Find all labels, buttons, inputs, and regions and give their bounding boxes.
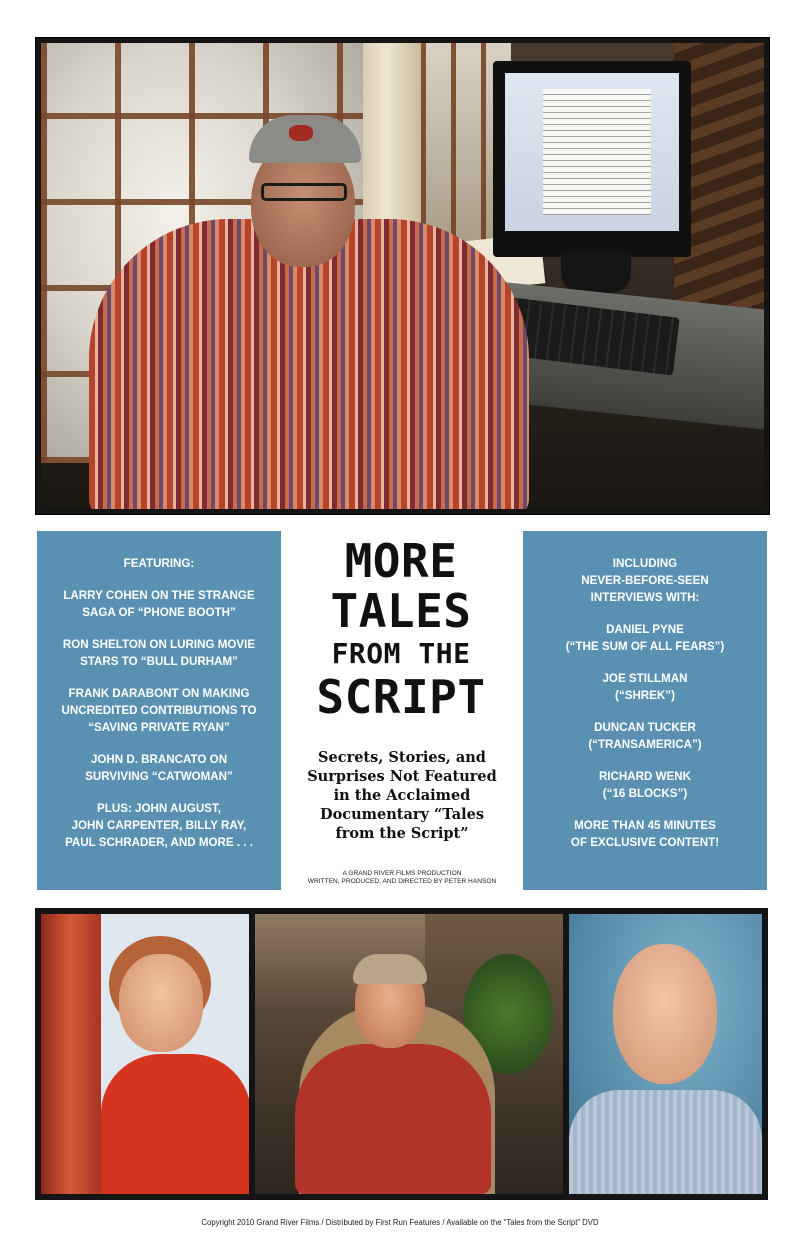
poster-title bbox=[288, 536, 514, 722]
bald-man-portrait-photo bbox=[569, 914, 762, 1194]
face bbox=[119, 954, 203, 1052]
title-line: TALES bbox=[330, 584, 472, 638]
script-document bbox=[543, 89, 651, 215]
man-in-chair-photo bbox=[255, 914, 563, 1194]
title-line: FROM THE bbox=[331, 637, 471, 670]
top-photo-frame bbox=[36, 38, 769, 514]
featuring-panel bbox=[37, 531, 281, 890]
poster-subtitle: Secrets, Stories, and Surprises Not Featured in the Acclaimed Documentary “Tales from the Script” bbox=[307, 749, 497, 842]
red-sweater bbox=[295, 1044, 491, 1194]
monitor-stand bbox=[561, 253, 631, 293]
hair bbox=[353, 954, 427, 984]
red-sweater bbox=[101, 1054, 249, 1194]
monitor-screen bbox=[505, 73, 679, 231]
interviews-heading: INCLUDING NEVER-BEFORE-SEEN INTERVIEWS WITH: bbox=[581, 557, 709, 604]
red-pillar bbox=[41, 914, 101, 1194]
feature-item: RON SHELTON ON LURING MOVIE STARS TO “BULL DURHAM” bbox=[62, 638, 256, 668]
feature-item: LARRY COHEN ON THE STRANGE SAGA OF “PHONE BOOTH” bbox=[63, 589, 255, 619]
writer-person bbox=[89, 129, 529, 509]
interview-item: DUNCAN TUCKER (“TRANSAMERICA”) bbox=[588, 721, 702, 751]
feature-item: JOHN D. BRANCATO ON SURVIVING “CATWOMAN” bbox=[85, 753, 233, 783]
bottom-photo-strip bbox=[35, 908, 768, 1200]
production-credits: A GRAND RIVER FILMS PRODUCTION WRITTEN, PRODUCED, AND DIRECTED BY PETER HANSON bbox=[307, 870, 497, 885]
feature-item: PLUS: JOHN AUGUST, JOHN CARPENTER, BILLY RAY, PAUL SCHRADER, AND MORE . . . bbox=[65, 802, 253, 849]
woman-portrait-photo bbox=[41, 914, 249, 1194]
interview-item: RICHARD WENK (“16 BLOCKS”) bbox=[598, 770, 692, 800]
face bbox=[613, 944, 717, 1084]
glasses bbox=[261, 183, 347, 201]
feature-item: FRANK DARABONT ON MAKING UNCREDITED CONTRIBUTIONS TO “SAVING PRIVATE RYAN” bbox=[61, 687, 257, 734]
interview-item: JOE STILLMAN (“SHREK”) bbox=[602, 672, 688, 702]
title-line: SCRIPT bbox=[316, 670, 486, 724]
title-line: MORE bbox=[344, 534, 458, 588]
featuring-heading: FEATURING: bbox=[123, 557, 195, 570]
striped-shirt bbox=[569, 1090, 762, 1194]
interview-item: DANIEL PYNE (“THE SUM OF ALL FEARS”) bbox=[565, 623, 725, 653]
copyright-footer: Copyright 2010 Grand River Films / Distributed by First Run Features / Available on the “Tales from the Script” DVD bbox=[201, 1218, 599, 1227]
interview-item: MORE THAN 45 MINUTES OF EXCLUSIVE CONTENT! bbox=[570, 819, 720, 849]
interviews-panel bbox=[523, 531, 767, 890]
writer-at-desk-photo bbox=[41, 43, 764, 509]
